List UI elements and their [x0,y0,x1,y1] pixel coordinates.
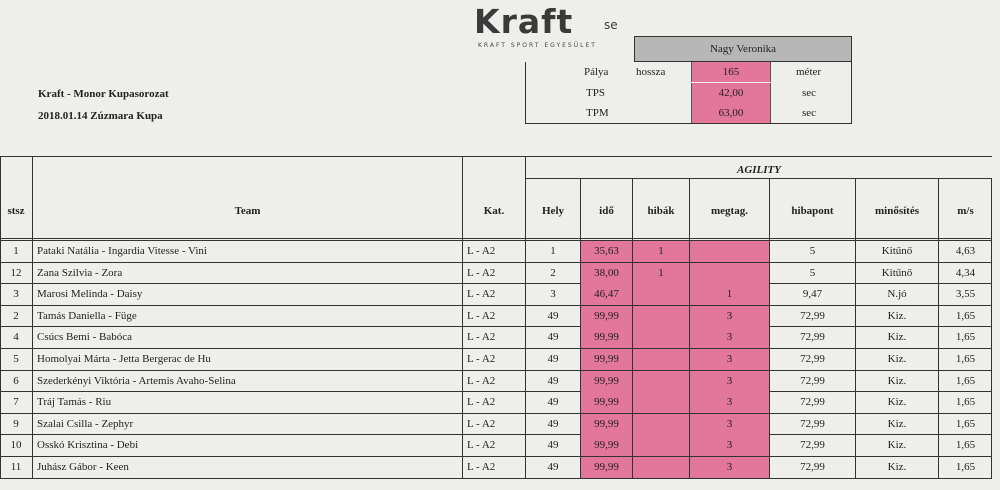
cell-hibak [633,414,689,435]
cell-hely: 49 [547,396,559,409]
info-unit: méter [796,66,822,78]
cell-hibapont: 72,99 [800,353,825,365]
header-megtag: megtag. [711,205,748,217]
table-row [0,327,992,348]
cell-hibapont: 9,47 [802,288,823,301]
cell-megtag [690,241,769,262]
header-ido: idő [599,205,614,217]
cell-hibapont: 5 [809,245,816,257]
kraft-logo [474,4,634,50]
cell-hibak [633,371,689,392]
cell-hely: 49 [547,439,559,452]
info-label: TPM [586,107,609,119]
cell-hibak [633,349,689,370]
cell-hibapont: 72,99 [800,461,825,473]
cell-ms: 1,65 [955,439,976,452]
cell-ido: 99,99 [581,392,632,413]
cell-team: Pataki Natália - Ingardia Vitesse - Vini [37,245,207,257]
cell-hibapont: 72,99 [800,439,825,452]
cell-ido: 46,47 [581,284,632,305]
cell-ido: 99,99 [581,435,632,456]
cell-team: Szalai Csilla - Zephyr [37,417,134,430]
cell-team: Juhász Gábor - Keen [37,461,129,473]
cell-ido: 99,99 [581,457,632,478]
cell-ido: 99,99 [581,349,632,370]
cell-hibak [633,457,689,478]
cell-hely: 49 [547,461,559,473]
cell-megtag: 3 [690,327,769,348]
cell-ido: 99,99 [581,306,632,327]
cell-kat: L - A2 [467,309,496,322]
cell-minosites: Kitűnő [881,266,913,279]
cell-ido: 99,99 [581,327,632,348]
cell-ms: 1,65 [955,396,976,409]
table-row [0,371,992,392]
cell-minosites: N.jó [887,288,907,301]
cell-team: Tamás Daniella - Füge [37,309,137,322]
cell-stsz: 12 [10,266,22,279]
cell-ms: 1,65 [955,374,976,387]
cell-megtag: 3 [690,457,769,478]
cell-hely: 49 [547,417,559,430]
cell-ido: 35,63 [581,241,632,262]
cell-stsz: 5 [13,353,19,365]
cell-ido: 99,99 [581,371,632,392]
cell-ms: 1,65 [955,309,976,322]
header-ms: m/s [957,205,974,217]
cell-hibapont: 72,99 [800,331,825,344]
logo-subtitle: KRAFT SPORT EGYESÜLET [478,42,597,49]
cell-hibapont: 72,99 [800,309,825,322]
course-info-box [525,62,852,124]
cell-hely: 49 [547,309,559,322]
cell-team: Osskó Krisztina - Debi [37,439,139,452]
cell-kat: L - A2 [467,439,496,452]
cell-hibapont: 72,99 [800,374,825,387]
cell-megtag: 3 [690,435,769,456]
table-row [0,414,992,435]
cell-team: Szederkényi Viktória - Artemis Avaho-Selina [37,374,236,387]
cell-stsz: 1 [13,245,19,257]
cell-minosites: Kiz. [887,331,907,344]
cell-ms: 4,63 [955,245,976,257]
cell-megtag: 1 [690,284,769,305]
cell-megtag: 3 [690,392,769,413]
header-hely: Hely [542,205,564,217]
info-label: Pálya [584,66,609,78]
cell-kat: L - A2 [467,245,496,257]
cell-kat: L - A2 [467,331,496,344]
cell-ms: 1,65 [955,417,976,430]
cell-megtag: 3 [690,414,769,435]
cell-hibak: 1 [633,241,689,262]
table-row [0,435,992,456]
cell-kat: L - A2 [467,374,496,387]
cell-team: Zana Szilvia - Zora [37,266,123,279]
cell-hibak [633,284,689,305]
cell-team: Csúcs Bemi - Babóca [37,331,133,344]
course-length-row [526,62,851,82]
table-row [0,457,992,478]
table-row [0,241,992,262]
table-row [0,392,992,413]
cell-hely: 49 [547,374,559,387]
cell-hibapont: 72,99 [800,417,825,430]
cell-hely: 3 [550,288,556,301]
cell-ido: 38,00 [581,263,632,284]
cell-minosites: Kiz. [887,417,907,430]
cell-megtag: 3 [690,306,769,327]
info-value: 63,00 [718,107,744,119]
header-stsz: stsz [7,205,25,217]
info-value: 42,00 [718,87,744,99]
cell-stsz: 6 [13,374,19,387]
logo-suffix: se [604,18,618,32]
cell-stsz: 7 [13,396,19,409]
cell-minosites: Kiz. [887,461,907,473]
cell-hibapont: 72,99 [800,396,825,409]
cell-stsz: 2 [13,309,19,322]
cell-stsz: 4 [13,331,19,344]
cell-megtag [690,263,769,284]
cell-minosites: Kiz. [887,353,907,365]
cell-minosites: Kitűnő [881,245,913,257]
header-team: Team [234,205,261,217]
cell-ms: 1,65 [955,461,976,473]
cell-stsz: 9 [13,417,19,430]
cell-minosites: Kiz. [887,396,907,409]
table-row [0,306,992,327]
logo-wordmark: Kraft [474,2,574,41]
cell-hibapont: 5 [809,266,816,279]
info-unit: sec [802,87,817,99]
info-value: 165 [722,66,740,78]
cell-ms: 3,55 [955,288,976,301]
event-title: Kraft - Monor Kupasorozat [38,88,169,100]
cell-hely: 49 [547,331,559,344]
cell-kat: L - A2 [467,461,496,473]
header-kat: Kat. [483,205,505,217]
tps-row [526,83,851,103]
cell-megtag: 3 [690,349,769,370]
cell-kat: L - A2 [467,288,496,301]
event-date: 2018.01.14 Zúzmara Kupa [38,110,163,122]
cell-stsz: 3 [13,288,19,301]
cell-stsz: 11 [10,461,22,473]
cell-ms: 4,34 [955,266,976,279]
cell-hibak [633,435,689,456]
cell-minosites: Kiz. [887,439,907,452]
header-hibapont: hibapont [791,205,834,217]
cell-hely: 2 [550,266,556,279]
section-title-agility: AGILITY [737,164,781,176]
cell-team: Marosi Melinda - Daisy [37,288,143,301]
table-row [0,284,992,305]
cell-ms: 1,65 [955,353,976,365]
judge-name: Nagy Veronika [634,36,852,62]
cell-kat: L - A2 [467,417,496,430]
tpm-row [526,103,851,123]
info-label-2: hossza [636,66,666,78]
cell-hibak [633,327,689,348]
cell-ms: 1,65 [955,331,976,344]
cell-hibak [633,306,689,327]
cell-hibak [633,392,689,413]
cell-hely: 49 [547,353,559,365]
info-unit: sec [802,107,817,119]
cell-team: Tráj Tamás - Riu [37,396,112,409]
cell-minosites: Kiz. [887,309,907,322]
cell-hely: 1 [550,245,556,257]
cell-hibak: 1 [633,263,689,284]
header-minosites: minősítés [875,205,919,217]
table-row [0,263,992,284]
cell-kat: L - A2 [467,396,496,409]
cell-kat: L - A2 [467,353,496,365]
cell-ido: 99,99 [581,414,632,435]
cell-stsz: 10 [10,439,22,452]
cell-team: Homolyai Márta - Jetta Bergerac de Hu [37,353,211,365]
info-label: TPS [586,87,605,99]
header-hibak: hibák [647,205,675,217]
cell-minosites: Kiz. [887,374,907,387]
cell-kat: L - A2 [467,266,496,279]
cell-megtag: 3 [690,371,769,392]
table-row [0,349,992,370]
